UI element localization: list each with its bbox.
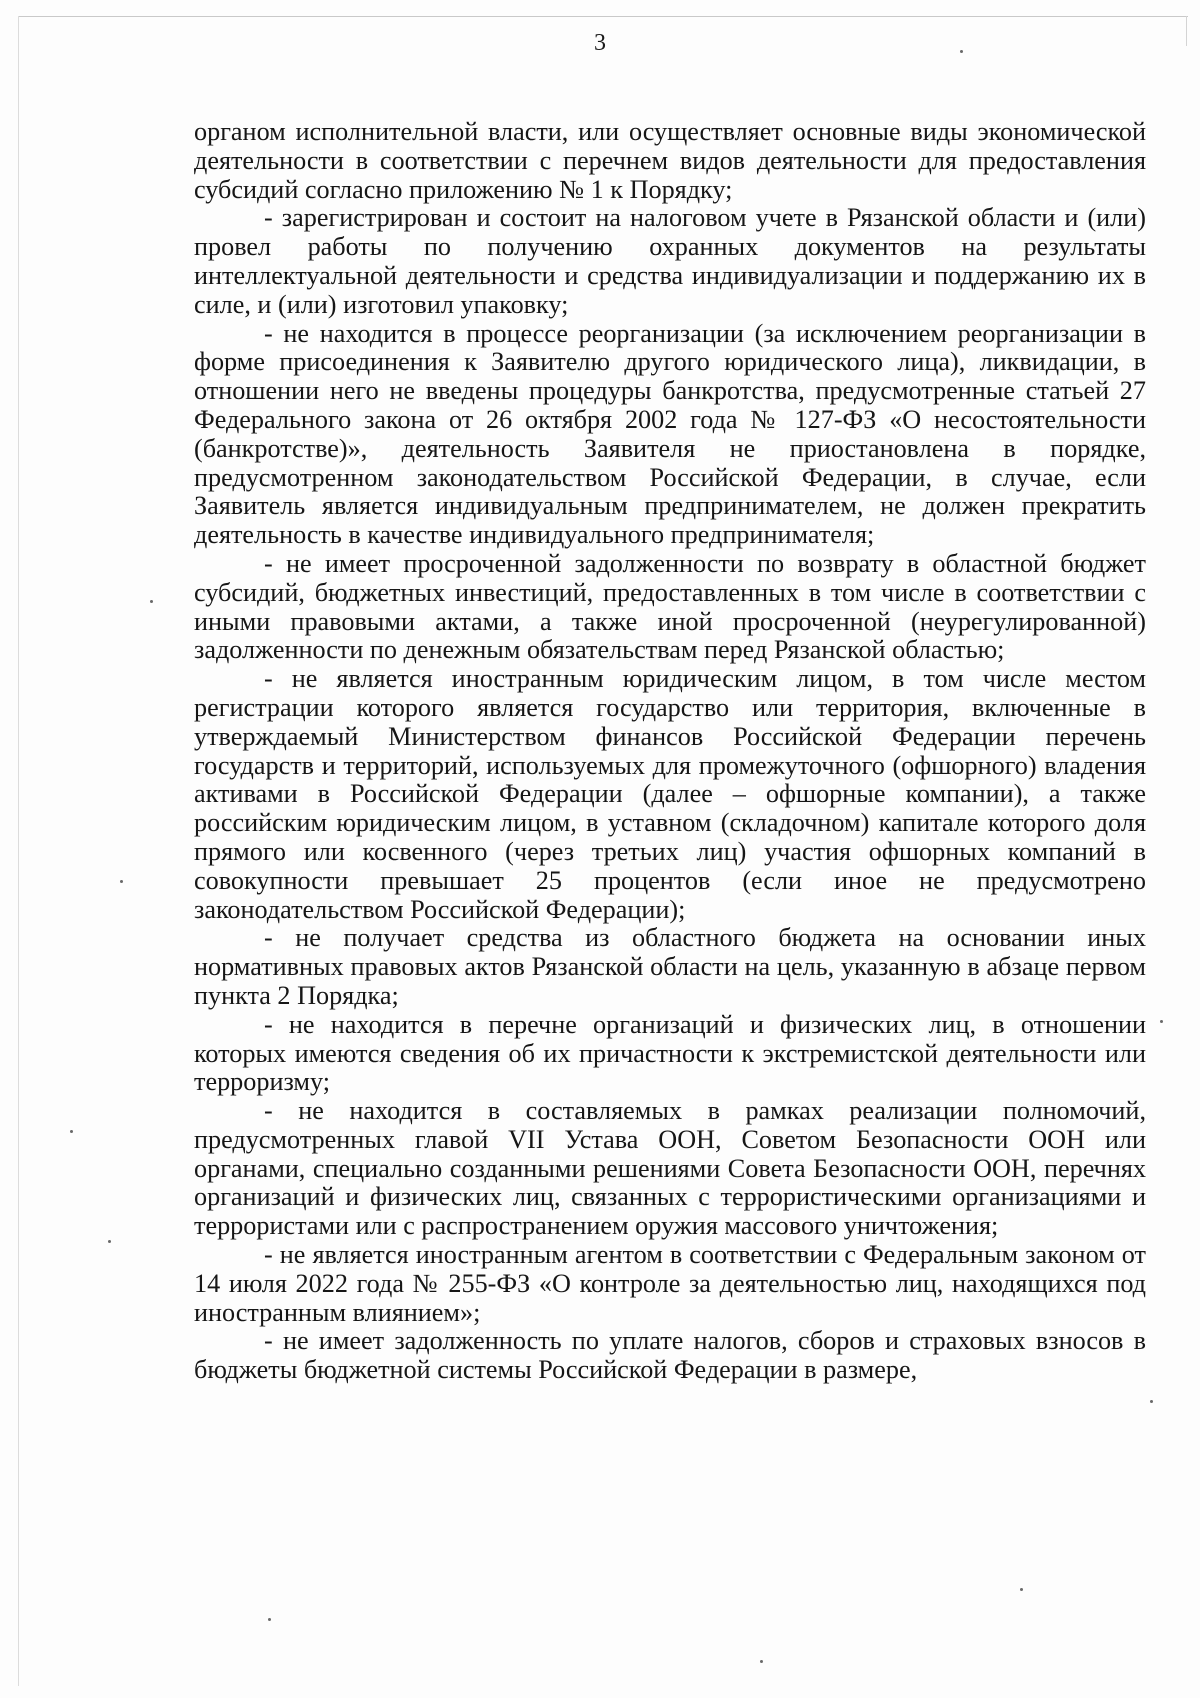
scan-edge-top [18, 16, 1188, 17]
scan-speck [150, 600, 153, 603]
paragraph-continuation: органом исполнительной власти, или осуществляет основные виды экономической деятельности в соответствии с перечнем видов деятельности для предоставления субсидий согласно приложению № 1 к Порядку; [194, 117, 1146, 204]
scan-speck [1150, 1400, 1153, 1403]
page-number: 3 [594, 30, 606, 56]
paragraph-foreign-agent: - не является иностранным агентом в соответствии с Федеральным законом от 14 июля 2022 года № 255-ФЗ «О контроле за деятельностью лиц, находящихся под иностранным влиянием»; [194, 1240, 1146, 1327]
scan-speck [1020, 1588, 1023, 1591]
scan-speck [120, 880, 123, 883]
scan-speck [960, 50, 963, 53]
paragraph-foreign-entity: - не является иностранным юридическим лицом, в том числе местом регистрации которого является государство или территория, включенные в утверждаемый Министерством финансов Российской Федерации перечень государств и территорий, используемых для промежуточного (офшорного) владения активами в Российской Федерации (далее – офшорные компании), а также российским юридическим лицом, в уставном (складочном) капитале которого доля прямого или косвенного (через третьих лиц) участия офшорных компаний в совокупности превышает 25 процентов (если иное не предусмотрено законодательством Российской Федерации); [194, 664, 1146, 924]
paragraph-regional-funds: - не получает средства из областного бюджета на основании иных нормативных правовых актов Рязанской области на цель, указанную в абзаце первом пункта 2 Порядка; [194, 923, 1146, 1010]
paragraph-un-sanctions: - не находится в составляемых в рамках реализации полномочий, предусмотренных главой VII Устава ООН, Советом Безопасности ООН или органами, специально созданными решениями Совета Безопасности ООН, перечнях организаций и физических лиц, связанных с террористическими организациями и террористами или с распространением оружия массового уничтожения; [194, 1096, 1146, 1241]
paragraph-tax-debt: - не имеет задолженность по уплате налогов, сборов и страховых взносов в бюджеты бюджетной системы Российской Федерации в размере, [194, 1326, 1146, 1385]
scan-speck [70, 1130, 73, 1133]
scan-edge-left [18, 16, 19, 1686]
scan-speck [1160, 1020, 1163, 1023]
scan-speck [760, 1660, 763, 1663]
scan-speck [108, 1240, 111, 1243]
paragraph-reorganization: - не находится в процессе реорганизации (за исключением реорганизации в форме присоединения к Заявителю другого юридического лица), ликвидации, в отношении него не введены процедуры банкротства, предусмотренные статьей 27 Федерального закона от 26 октября 2002 года № 127-ФЗ «О несостоятельности (банкротстве)», деятельность Заявителя не приостановлена в порядке, предусмотренном законодательством Российской Федерации, в случае, если Заявитель является индивидуальным предпринимателем, не должен прекратить деятельность в качестве индивидуального предпринимателя; [194, 318, 1146, 550]
document-body [194, 118, 1146, 1385]
paragraph-registration: - зарегистрирован и состоит на налоговом учете в Рязанской области и (или) провел работы по получению охранных документов на результаты интеллектуальной деятельности и средства индивидуализации и поддержанию их в силе, и (или) изготовил упаковку; [194, 203, 1146, 319]
paragraph-overdue-debt: - не имеет просроченной задолженности по возврату в областной бюджет субсидий, бюджетных инвестиций, предоставленных в том числе в соответствии с иными правовыми актами, а также иной просроченной (неурегулированной) задолженности по денежным обязательствам перед Рязанской областью; [194, 548, 1146, 665]
scan-speck [268, 1618, 271, 1621]
paragraph-extremism-list: - не находится в перечне организаций и физических лиц, в отношении которых имеются сведения об их причастности к экстремистской деятельности или терроризму; [194, 1009, 1146, 1097]
